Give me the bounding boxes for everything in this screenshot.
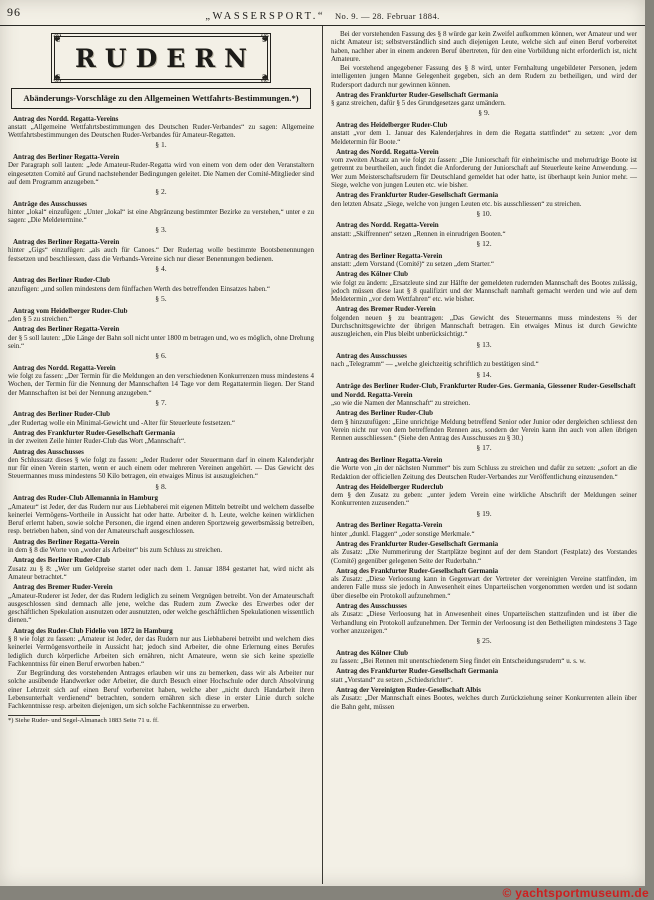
paragraph: nach „Telegramm“ — „welche gleichzeitig schriftlich zu bestätigen sind.“ — [331, 360, 539, 369]
paragraph: den Schlusssatz dieses § wie folgt zu fassen: „Jeder Ruderer oder Steuermann darf in einem Kalenderjahr nur für einen Verein starten, wenn er auch einem oder mehreren Vereinen angehört. — Das Gewicht des Steuermannes muss mindestens 50 Kilo betragen, ein etwaiges Minus ist auszugleichen.“ — [8, 455, 314, 481]
antrag-heading: Antrag des Kölner Club — [336, 648, 409, 657]
section-marker: § 10. — [476, 208, 492, 218]
antrag-heading: Antrag vom Heidelberger Ruder-Club — [13, 306, 128, 315]
paragraph: „der Rudertag wolle ein Minimal-Gewicht und -Alter für Steuerleute festsetzen.“ — [8, 418, 236, 427]
section-marker: § 3. — [155, 225, 167, 235]
antrag-heading: Antrag des Berliner Regatta-Verein — [13, 237, 120, 246]
paragraph: statt „Vorstand“ zu setzen „Schiedsrichter“. — [331, 675, 453, 684]
paragraph: vom zweiten Absatz an wie folgt zu fassen: „Die Juniorschaft für einheimische und mehrrudrige Boote ist getrennt zu beurtheilen, auch findet die Anforderung der Juniorschaft auf Steuerleute keine Anwendung. — Wer zum Meisterschaftsrudern für Deutschland gemeldet hat oder hatte, ist überhaupt kein Junior mehr. — Siege, welche von jungen Leuten etc. wie bisher. — [331, 156, 637, 189]
antrag-heading: Antrag des Frankfurter Ruder-Gesellschaft Germania — [336, 191, 499, 200]
paragraph: Der Paragraph soll lauten: „Jede Amateur-Ruder-Regatta wird von einem von dem oder den Veranstaltern eingesetzten Comité auf Grund nachstehender Bedingungen geleitet. Die Namen der Comité-Mitglieder sind auf dem Programm anzugeben.“ — [8, 161, 314, 186]
paragraph: dem § hinzuzufügen: „Eine unrichtige Meldung betreffend Senior oder Junior oder dergleichen schliesst den Verein nicht nur von dem betreffenden Rennen aus, sondern der Verein kann ihn auch von allen übrigen Rennen ausschliessen.“ (Siehe den Antrag des Ausschusses zu § 30.) — [331, 417, 637, 443]
paragraph: den letzten Absatz „Siege, welche von jungen Leuten etc. bis ausschliessen“ zu streichen. — [331, 199, 582, 208]
paragraph-indented: Bei der vorstehenden Fassung des § 8 würde gar kein Zweifel aufkommen können, wer Amateur und wer nicht Amateur ist; selbstverständlich sind auch diejenigen Leute, welche sich auf einen Beruf vorbereitet haben, nachher aber in einem anderen Beruf übertreten, für den eine Vorbildung nicht erforderlich ist, nicht Amateure. — [331, 30, 637, 63]
antrag-heading: Antrag des Berliner Ruder-Club — [13, 556, 111, 565]
antrag-heading: Antrag des Berliner Regatta-Verein — [336, 521, 443, 530]
paragraph: § ganz streichen, dafür § 5 des Grundgesetzes ganz umändern. — [331, 99, 506, 108]
paragraph: anstatt „Allgemeine Wettfahrtsbestimmungen des Deutschen Ruder-Verbandes“ zu sagen: Allgemeine Wettfahrtsbestimmungen des Deutschen Ruder-Verbandes für Amateur-Regatten. — [8, 122, 314, 140]
corner-ornament-icon: ❦ — [259, 33, 269, 45]
section-marker: § 9. — [478, 108, 490, 118]
antrag-heading: Antrag des Berliner Ruder-Club — [13, 410, 111, 419]
article-title-box — [11, 88, 311, 109]
column-left — [0, 26, 323, 884]
paragraph: „den § 5 zu streichen.“ — [8, 314, 72, 323]
antrag-heading: Antrag des Heidelberger Ruder-Club — [336, 120, 448, 129]
section-marker: § 25. — [476, 636, 492, 646]
section-marker: § 14. — [476, 369, 492, 379]
corner-ornament-icon: ❦ — [53, 71, 63, 83]
antrag-heading: Anträge des Berliner Ruder-Club, Frankfurter Ruder-Ges. Germania, Giessener Ruder-Gesellschaft und Nordd. Regatta-Verein — [331, 382, 636, 399]
paragraph: dem § den Zusatz zu geben: „unter jedem Verein eine wirkliche Abschrift der Meldungen seiner Konkurrenten zuzusenden.“ — [331, 491, 637, 508]
antrag-heading: Antrag des Frankfurter Ruder-Gesellschaft Germania — [13, 428, 176, 437]
watermark: © yachtsportmuseum.de — [502, 886, 649, 900]
paragraph: als Zusatz: „Diese Verloosung kann in Gegenwart der Vertreter der vereinigten Vereine stattfinden, im anderen Falle muss sie jedoch in Anwesenheit eines Unparteiischen vorgenommen werden und ist sodann über dieselbe ein Protokoll aufzunehmen.“ — [331, 575, 637, 600]
antrag-heading: Antrag des Frankfurter Ruder-Gesellschaft Germania — [336, 667, 499, 676]
corner-ornament-icon: ❦ — [53, 33, 63, 45]
page-header — [0, 0, 645, 26]
paragraph: anzufügen: „und sollen mindestens dem fünffachen Werth des betreffenden Einsatzes haben.“ — [8, 284, 271, 293]
paragraph: „Amateur“ ist Jeder, der das Rudern nur aus Liebhaberei mit eigenen Mitteln betreibt und welchem dasselbe keinerlei Vermögens-Vortheile in Aussicht hat oder hatte. Arbeiter d. h. Leute, welche keinen wirklichen Beruf erlernt haben, sowie solche Personen, die irgend einen anderen Sportzweig gewerbsmässig betreiben, resp. betrieben haben, sind von der Amateurschaft ausgeschlossen. — [8, 502, 314, 536]
antrag-heading: Antrag des Ausschusses — [336, 601, 407, 610]
paragraph: als Zusatz: „Diese Verloosung hat in Anwesenheit eines Unparteiischen stattzufinden und ist über die Verhandlung ein Protokoll aufzunehmen. Der Termin der Verloosung ist den Betheiligten mindestens 3 Tage vorher anzuzeigen.“ — [331, 610, 637, 635]
paragraph: die Worte von „in der nächsten Nummer“ bis zum Schluss zu streichen und dafür zu setzen: „sofort an die Redaktion der officiellen Zeitung des Deutschen Ruder-Verbandes zur Veröffentlichung einzusenden.“ — [331, 464, 637, 481]
journal-title-line — [0, 0, 645, 24]
page-number: 96 — [7, 5, 21, 19]
paragraph-indented: Bei vorstehend angegebener Fassung des § 8 wird, unter Fernhaltung ungebildeter Personen, jedem intelligenten jungen Manne Gelegenheit gegeben, sich an dem Rudern zu betheiligen, und wird der Rudersport dadurch nur gewinnen können. — [331, 64, 637, 89]
antrag-heading: Antrag des Berliner Regatta-Verein — [13, 325, 120, 334]
paragraph: in der zweiten Zeile hinter Ruder-Club das Wort „Mannschaft“. — [8, 437, 186, 446]
rudern-masthead-frame — [53, 33, 269, 83]
paragraph: „so wie die Namen der Mannschaft“ zu streichen. — [331, 398, 471, 407]
article-title: Abänderungs-Vorschläge zu den Allgemeinen Wettfahrts-Bestimmungen.*) — [23, 93, 299, 103]
section-marker: § 19. — [476, 508, 492, 518]
paragraph: hinter „dunkl. Flaggen“ „oder sonstige Merkmale.“ — [331, 529, 475, 538]
paragraph: in dem § 8 die Worte von „weder als Arbeiter“ bis zum Schluss zu streichen. — [8, 546, 223, 555]
antrag-heading: Antrag des Berliner Regatta-Verein — [13, 537, 120, 546]
antrag-heading: Antrag des Berliner Regatta-Verein — [336, 251, 443, 260]
section-marker: § 6. — [155, 351, 167, 361]
section-marker: § 5. — [155, 294, 167, 304]
antrag-heading: Antrag des Ruder-Club Fidelio von 1872 in Hamburg — [13, 626, 173, 635]
antrag-heading: Antrag des Nordd. Regatta-Verein — [336, 147, 439, 156]
section-marker: § 2. — [155, 187, 167, 197]
antrag-heading: Anträge des Ausschusses — [13, 199, 87, 208]
antrag-heading: Antrag des Berliner Regatta-Verein — [336, 455, 443, 464]
paragraph: zu fassen: „Bei Rennen mit unentschiedenem Sieg findet ein Entscheidungsrudern“ u. s. w. — [331, 656, 586, 665]
corner-ornament-icon: ❦ — [259, 71, 269, 83]
section-marker: § 7. — [155, 397, 167, 407]
paragraph-indented: Zur Begründung des vorstehenden Antrages erlauben wir uns zu bemerken, dass wir als Arbeiter nur solche ausübende Handwerker oder Arbeiter, die durch Besuch einer Hochschule oder durch Absolvirung einer Lehrzeit sich auf einen Beruf vorbereitet haben, welche aber „nicht durch Handarbeit ihren Lebensunterhalt verdienend“ betrachten, sondern ernähren sich diese in erster Linie durch solche Fachkenntnisse resp. arbeiten diejenigen, um sich solche Fachkenntnisse zu erwerben. — [8, 669, 314, 710]
footnote: *) Siehe Ruder- und Segel-Almanach 1883 Seite 71 u. ff. — [8, 715, 314, 725]
journal-title: „WASSERSPORT.“ — [205, 11, 326, 22]
antrag-heading: Antrag der Vereinigten Ruder-Gesellschaft Albis — [336, 685, 481, 694]
antrag-heading: Antrag des Nordd. Regatta-Verein — [336, 221, 439, 230]
paragraph: wie folgt zu ändern: „Ersatzleute sind zur Hälfte der gemeldeten rudernden Mannschaft des Bootes zulässig, jedoch müssen diese laut § 8 qualifizirt und der Mannschaft namhaft gemacht werden und wie auf dem Meldetermin „vor dem Wettfahren“ etc. wie bisher. — [331, 278, 637, 304]
section-marker: § 17. — [476, 443, 492, 453]
antrag-heading: Antrag des Nordd. Regatta-Verein — [13, 363, 116, 372]
paragraph: hinter „lokal“ einzufügen: „Unter „lokal“ ist eine Abgränzung bestimmter Bezirke zu verstehen,“ unter e zu sagen: „Die Meldetermine.“ — [8, 207, 314, 225]
paragraph: § 8 wie folgt zu fassen: „Amateur ist Jeder, der das Rudern nur aus Liebhaberei betreibt und welchem dies keinerlei Vermögensvortheile in Aussicht hat; jedoch sind Arbeiter, die ohne Erlernung eines Berufes lediglich durch körperliche Arbeiten sich ernähren, nicht Amateure, wenn sie sich keine spezielle Fachkenntniss für einen Beruf erworben haben.“ — [8, 635, 314, 668]
section-marker: § 1. — [155, 140, 167, 150]
section-marker: § 13. — [476, 339, 492, 349]
masthead-title: RUDERN — [75, 44, 256, 73]
paragraph: Zusatz zu § 8: „Wer um Geldpreise startet oder nach dem 1. Januar 1884 gestartet hat, wird nicht als Amateur betrachtet.“ — [8, 564, 314, 581]
column-right — [323, 26, 645, 884]
paragraph: folgenden neuen § zu beantragen: „Das Gewicht des Steuermanns muss mindestens ⅔ der Durchschnittsgewichte der übrigen Mannschaft betragen. Ein etwaiges Minus ist durch Gewichte auszugleichen, ein Plus bleibt unberücksichtigt.“ — [331, 313, 637, 339]
antrag-heading: Antrag des Ruder-Club Allemannia in Hamburg — [13, 494, 159, 503]
antrag-heading: Antrag des Ausschusses — [336, 352, 407, 360]
left-column-text — [8, 115, 314, 726]
paragraph: als Zusatz: „Der Mannschaft eines Bootes, welches durch Zurückziehung seiner Konkurrenten allein über die Bahn geht, müssen — [331, 694, 637, 711]
antrag-heading: Antrag des Berliner Regatta-Verein — [13, 152, 120, 161]
antrag-heading: Antrag des Frankfurter Ruder-Gesellschaft Germania — [336, 90, 499, 99]
section-marker: § 4. — [155, 263, 167, 273]
issue-info: No. 9. — 28. Februar 1884. — [335, 11, 440, 21]
antrag-heading: Antrag des Berliner Ruder-Club — [13, 276, 111, 285]
antrag-heading: Antrag des Nordd. Regatta-Vereins — [13, 114, 119, 123]
two-column-body — [0, 26, 645, 884]
section-marker: § 12. — [476, 239, 492, 249]
antrag-heading: Antrag des Bremer Ruder-Verein — [336, 305, 436, 314]
paragraph: als Zusatz: „Die Nummerirung der Startplätze beginnt auf der dem Standort (Festplatz) des Vorstandes (Comité) gegenüber gelegenen Seite der Ruderbahn.“ — [331, 548, 637, 565]
paragraph: anstatt „vor dem 1. Januar des Kalenderjahres in dem die Regatta stattfindet“ zu setzen: „vor dem Meldetermin für Boote.“ — [331, 129, 637, 146]
paragraph: „Amateur-Ruderer ist Jeder, der das Rudern lediglich zu seinem Vergnügen betreibt. Von der Amateurschaft ausgeschlossen sind demnach alle jene, welche das Rudern zum Zwecke des Erwerbes oder der geschäftlichen Spekulation ausnutzen oder ausnutzten, oder welche geschäftlichen Spekulationen wissentlich dienen.“ — [8, 591, 314, 625]
antrag-heading: Antrag des Frankfurter Ruder-Gesellschaft Germania — [336, 539, 499, 548]
paragraph: der § 5 soll lauten: „Die Länge der Bahn soll nicht unter 1800 m betragen und, wo es möglich, ohne Drehung sein.“ — [8, 333, 314, 350]
paragraph: wie folgt zu fassen: „Der Termin für die Meldungen an den verschiedenen Konkurrenzen muss mindestens 4 Wochen, der Termin für die Nennung der Mannschaften 14 Tage vor dem Regattatermin liegen. Der Stand der Mannschaften ist bei der Nennung anzugeben.“ — [8, 372, 314, 397]
antrag-heading: Antrag des Kölner Club — [336, 270, 409, 279]
paragraph: hinter „Gigs“ einzufügen: „als auch für Canoes.“ Der Rudertag wolle bestimmte Bootsbenennungen festsetzen und beschliessen, dass die Verbands-Vereine sich nur dieser Benennungen bedienen. — [8, 246, 314, 263]
antrag-heading: Antrag des Heidelberger Ruderclub — [336, 482, 444, 491]
antrag-heading: Antrag des Ausschusses — [13, 447, 84, 456]
antrag-heading: Antrag des Berliner Ruder-Club — [336, 409, 434, 418]
paragraph: anstatt: „Skiffrennen“ setzen „Rennen in einrudrigen Booten.“ — [331, 229, 506, 238]
antrag-heading: Antrag des Frankfurter Ruder-Gesellschaft Germania — [336, 566, 499, 575]
paragraph: anstatt: „dem Vorstand (Comité)“ zu setzen „dem Starter.“ — [331, 259, 495, 268]
section-marker: § 8. — [155, 481, 167, 491]
antrag-heading: Antrag des Bremer Ruder-Verein — [13, 583, 113, 592]
